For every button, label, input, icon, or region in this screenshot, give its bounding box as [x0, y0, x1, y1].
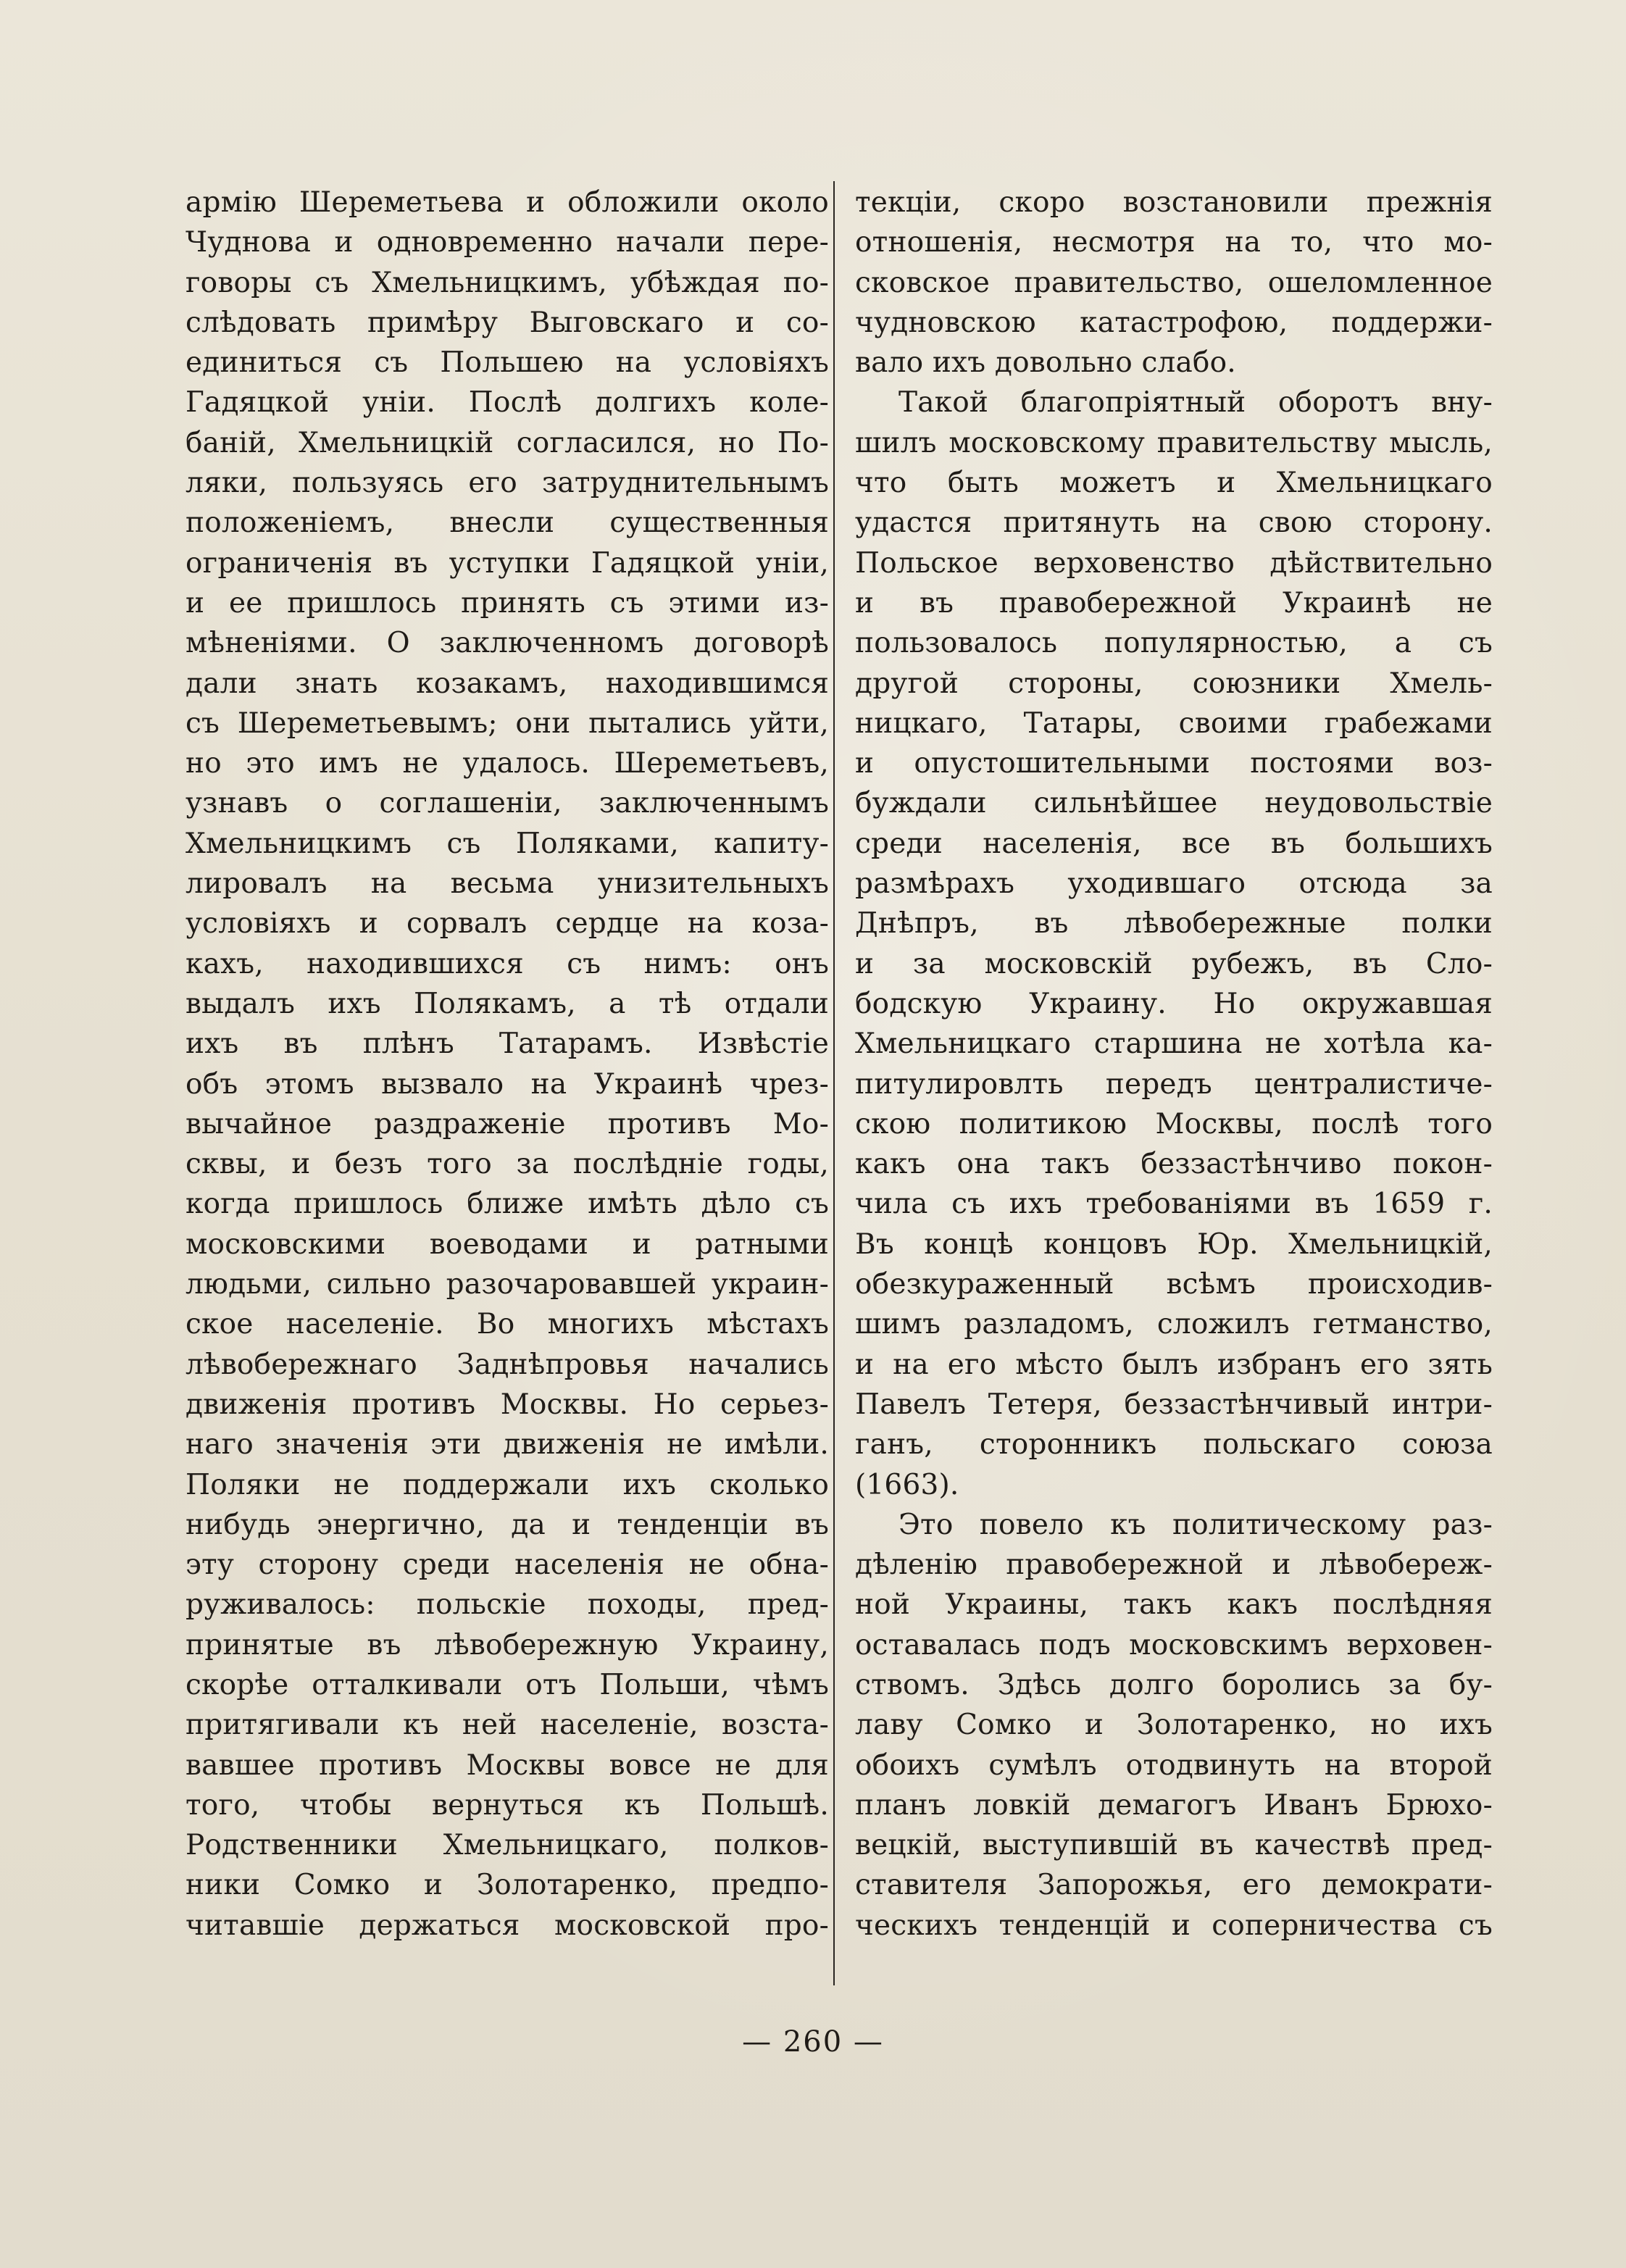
text-line: Чуднова и одновременно начали пере- — [185, 226, 829, 259]
text-line: удастся притянуть на свою сторону. — [855, 506, 1493, 540]
text-line: питулировлть передъ централистиче- — [855, 1067, 1493, 1101]
right-column — [855, 183, 1493, 1946]
text-line: лаву Сомко и Золотаренко, но ихъ — [855, 1709, 1493, 1742]
text-line: объ этомъ вызвало на Украинѣ чрез- — [185, 1067, 829, 1101]
page-number: — 260 — — [742, 2025, 884, 2059]
text-line: сковское правительство, ошеломленное — [855, 266, 1493, 299]
text-line: лировалъ на весьма унизительныхъ — [185, 867, 829, 901]
text-line: ляки, пользуясь его затруднительнымъ — [185, 467, 829, 500]
text-line: узнавъ о соглашеніи, заключеннымъ — [185, 787, 829, 820]
text-line: скорѣе отталкивали отъ Польши, чѣмъ — [185, 1668, 829, 1701]
text-line: и въ правобережной Украинѣ не — [855, 586, 1493, 620]
text-line: положеніемъ, внесли существенныя — [185, 506, 829, 540]
text-line: дали знать козакамъ, находившимся — [185, 667, 829, 700]
text-line: движенія противъ Москвы. Но серьез- — [185, 1388, 829, 1421]
text-line: какъ она такъ беззастѣнчиво покон- — [855, 1148, 1493, 1181]
text-line: ставителя Запорожья, его демократи- — [855, 1869, 1493, 1902]
text-line: Гадяцкой уніи. Послѣ долгихъ коле- — [185, 386, 829, 420]
text-line: людьми, сильно разочаровавшей украин- — [185, 1268, 829, 1301]
text-line: наго значенія эти движенія не имѣли. — [185, 1428, 829, 1462]
text-line: говоры съ Хмельницкимъ, убѣждая по- — [185, 266, 829, 299]
text-line: Это повело къ политическому раз- — [899, 1508, 1493, 1541]
text-line: ганъ, сторонникъ польскаго союза — [855, 1428, 1493, 1462]
text-line: Хмельницкаго старшина не хотѣла ка- — [855, 1027, 1493, 1061]
text-line: обезкураженный всѣмъ происходив- — [855, 1268, 1493, 1301]
text-line: шимъ разладомъ, сложилъ гетманство, — [855, 1308, 1493, 1341]
text-line: скою политикою Москвы, послѣ того — [855, 1107, 1493, 1141]
column-divider — [833, 181, 835, 1985]
text-line: текціи, скоро возстановили прежнія — [855, 186, 1493, 219]
text-line: Павелъ Тетеря, беззастѣнчивый интри- — [855, 1388, 1493, 1421]
text-line: условіяхъ и сорвалъ сердце на коза- — [185, 907, 829, 941]
text-line: эту сторону среди населенія не обна- — [185, 1548, 829, 1582]
text-line: планъ ловкій демагогъ Иванъ Брюхо- — [855, 1788, 1493, 1822]
text-line: и за московскій рубежъ, въ Сло- — [855, 947, 1493, 980]
text-line: вецкій, выступившій въ качествѣ пред- — [855, 1829, 1493, 1862]
text-line: нибудь энергично, да и тенденціи въ — [185, 1508, 829, 1541]
text-line: Поляки не поддержали ихъ сколько — [185, 1468, 829, 1501]
text-line: принятые въ лѣвобережную Украину, — [185, 1628, 829, 1662]
text-line: (1663). — [855, 1468, 959, 1501]
text-line: сквы, и безъ того за послѣдніе годы, — [185, 1148, 829, 1181]
text-line: Днѣпръ, въ лѣвобережные полки — [855, 907, 1493, 941]
text-line: лѣвобережнаго Заднѣпровья начались — [185, 1348, 829, 1381]
text-line: ограниченія въ уступки Гадяцкой уніи, — [185, 546, 829, 580]
text-line: того, чтобы вернуться къ Польшѣ. — [185, 1788, 829, 1822]
text-line: Въ концѣ концовъ Юр. Хмельницкій, — [855, 1227, 1493, 1261]
text-line: мѣненіями. О заключенномъ договорѣ — [185, 627, 829, 660]
text-line: отношенія, несмотря на то, что мо- — [855, 226, 1493, 259]
text-line: ское населеніе. Во многихъ мѣстахъ — [185, 1308, 829, 1341]
text-line: другой стороны, союзники Хмель- — [855, 667, 1493, 700]
text-line: оставалась подъ московскимъ верховен- — [855, 1628, 1493, 1662]
text-line: руживалось: польскіе походы, пред- — [185, 1588, 829, 1622]
text-line: единиться съ Польшею на условіяхъ — [185, 346, 829, 380]
text-line: что быть можетъ и Хмельницкаго — [855, 467, 1493, 500]
text-line: чила съ ихъ требованіями въ 1659 г. — [855, 1188, 1493, 1221]
text-line: московскими воеводами и ратными — [185, 1227, 829, 1261]
text-line: армію Шереметьева и обложили около — [185, 186, 829, 219]
left-column — [185, 183, 829, 1946]
text-line: вало ихъ довольно слабо. — [855, 346, 1236, 380]
text-line: дѣленію правобережной и лѣвобереж- — [855, 1548, 1493, 1582]
text-line: чудновскою катастрофою, поддержи- — [855, 306, 1493, 339]
text-line: баній, Хмельницкій согласился, но По- — [185, 426, 829, 459]
text-line: Польское верховенство дѣйствительно — [855, 546, 1493, 580]
text-line: ники Сомко и Золотаренко, предпо- — [185, 1869, 829, 1902]
right-paragraph-3 — [855, 1505, 1493, 1946]
text-line: выдалъ ихъ Полякамъ, а тѣ отдали — [185, 987, 829, 1020]
text-line: вычайное раздраженіе противъ Мо- — [185, 1107, 829, 1141]
text-line: ствомъ. Здѣсь долго боролись за бу- — [855, 1668, 1493, 1701]
text-line: и на его мѣсто былъ избранъ его зять — [855, 1348, 1493, 1381]
text-line: обоихъ сумѣлъ отодвинуть на второй — [855, 1748, 1493, 1782]
text-line: буждали сильнѣйшее неудовольствіе — [855, 787, 1493, 820]
text-line: Родственники Хмельницкаго, полков- — [185, 1829, 829, 1862]
text-line: вавшее противъ Москвы вовсе не для — [185, 1748, 829, 1782]
text-line: Такой благопріятный оборотъ вну- — [899, 386, 1493, 420]
text-line: шилъ московскому правительству мысль, — [855, 426, 1493, 459]
right-paragraph-1 — [855, 183, 1493, 383]
text-line: ихъ въ плѣнъ Татарамъ. Извѣстіе — [185, 1027, 829, 1061]
text-line: и ее пришлось принять съ этими из- — [185, 586, 829, 620]
text-line: кахъ, находившихся съ нимъ: онъ — [185, 947, 829, 980]
text-line: притягивали къ ней населеніе, возста- — [185, 1709, 829, 1742]
text-line: и опустошительными постоями воз- — [855, 747, 1493, 780]
right-paragraph-2 — [855, 383, 1493, 1504]
text-line: читавшіе держаться московской про- — [185, 1909, 829, 1942]
text-line: ной Украины, такъ какъ послѣдняя — [855, 1588, 1493, 1622]
text-line: пользовалось популярностью, а съ — [855, 627, 1493, 660]
text-line: Хмельницкимъ съ Поляками, капиту- — [185, 827, 829, 860]
text-line: ницкаго, Татары, своими грабежами — [855, 706, 1493, 740]
text-line: но это имъ не удалось. Шереметьевъ, — [185, 747, 829, 780]
text-line: ческихъ тенденцій и соперничества съ — [855, 1909, 1493, 1942]
text-line: слѣдовать примѣру Выговскаго и со- — [185, 306, 829, 339]
text-line: среди населенія, все въ большихъ — [855, 827, 1493, 860]
text-line: бодскую Украину. Но окружавшая — [855, 987, 1493, 1020]
text-line: размѣрахъ уходившаго отсюда за — [855, 867, 1493, 901]
text-line: когда пришлось ближе имѣть дѣло съ — [185, 1188, 829, 1221]
text-line: съ Шереметьевымъ; они пытались уйти, — [185, 706, 829, 740]
